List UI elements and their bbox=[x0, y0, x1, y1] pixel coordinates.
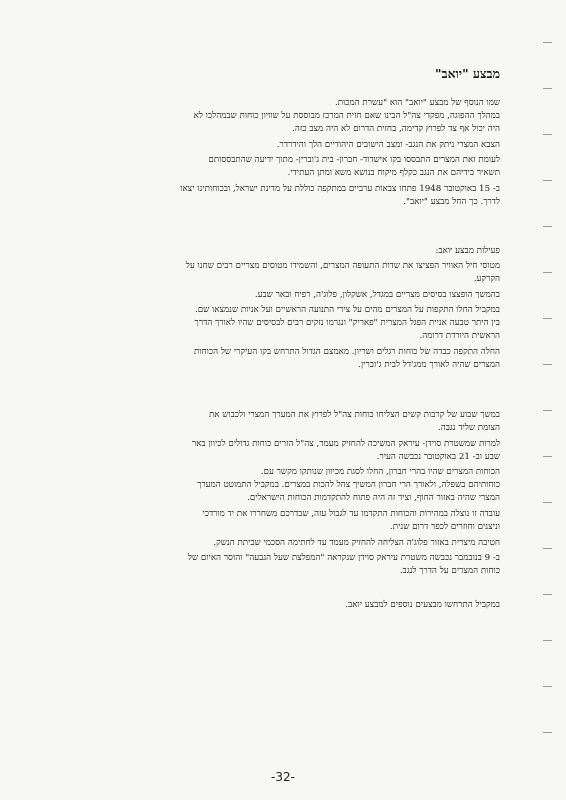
text-line: שמו הנוסף של מבצע "יואב" הוא "עשרת המכות. bbox=[335, 98, 500, 108]
margin-tick bbox=[543, 640, 552, 641]
margin-tick bbox=[543, 456, 552, 457]
margin-tick bbox=[543, 272, 552, 273]
text-line: למרות שמשטרת סוידן- עיראק המשיכה להחזיק מעמד, צה"ל הזרים כוחות גדולים לכיוון באר bbox=[191, 439, 500, 449]
margin-tick bbox=[543, 686, 552, 687]
text-line: הצבא המצרי ניתק את הנגב- ומצב הישובים היהודיים הלך והידרדר. bbox=[276, 140, 500, 150]
margin-tick bbox=[543, 502, 552, 503]
margin-tick bbox=[543, 88, 552, 89]
margin-tick bbox=[543, 364, 552, 365]
section-heading: פעילות מבצע יואב: bbox=[435, 246, 500, 256]
text-line: במקביל התרחשו מבצעים נוספים למבצע יואב. bbox=[345, 600, 500, 610]
text-line: לעומת זאת המצרים התבססו בקו אישדוד- חברון- בית ג'וברין- מתוך ידיעה שהתבססותם bbox=[208, 155, 500, 165]
text-line: במקביל החלו התקפות על המצרים מהים על צירי התנועה הראשיים ועל אניות שנמצאו שם. bbox=[194, 305, 500, 315]
text-line: לדרך. כך החל מבצע "יואב". bbox=[403, 197, 500, 207]
text-line: המצרים שהיה לאורך ממג'דל לבית ג'וברין. bbox=[358, 360, 500, 370]
page-number: -32- bbox=[271, 770, 295, 784]
text-line: הצומת שליד נגבה. bbox=[437, 423, 500, 433]
text-line: הראשית היורדת דרומה. bbox=[419, 331, 500, 341]
text-line: החלה התקפה כבדה של כוחות רגלים ושריון. מאמצם הגדול התרחש בקו העיקרי של הכוחות bbox=[193, 347, 500, 357]
text-line: במהלך ההפוגה, מפקדי צה"ל הבינו שאם חזית המרכז מבוססת על שוויון כוחות שבמהלכו לא bbox=[193, 111, 500, 121]
text-line: חטיבה מיצרית באזור פלוג'ה הצליחה להחזיק מעמד עד לחתימה הסכמי שביתת הנשק. bbox=[213, 538, 500, 548]
text-line: הקרקע. bbox=[473, 274, 500, 284]
text-line: הכוחות המצרים שהיו בהרי חברון, החלו לסגת מכיוון שנותקו מקשר עם. bbox=[260, 467, 500, 477]
margin-tick bbox=[543, 226, 552, 227]
margin-tick bbox=[543, 318, 552, 319]
text-line: תשאיר בידיהם את הנגב כקלף מיקוח בנושא משא ומתן העתידי. bbox=[287, 168, 500, 178]
text-line: היה יכול אף צד לפרוץ קדימה, בחזית הדרום לא היה מצב כזה. bbox=[292, 124, 500, 134]
margin-tick bbox=[543, 410, 552, 411]
text-line: כוחות המצרים על הדרך לנגב. bbox=[399, 566, 500, 576]
margin-tick bbox=[543, 594, 552, 595]
text-line: בהמשך הופצצו בסיסים מצריים במגדל, אשקלון, פלוג'ה, רפיח ובאר שבע. bbox=[254, 290, 500, 300]
margin-tick bbox=[543, 180, 552, 181]
text-line: עובדה זו נוצלה במהירות והכוחות התקדמו עד לגבול עזה, שבדרכם משחררו את יד מורדכי bbox=[202, 509, 500, 519]
page-title: מבצע "יואב" bbox=[435, 66, 500, 81]
margin-tick bbox=[543, 548, 552, 549]
margin-tick bbox=[543, 42, 552, 43]
text-line: בין היתר טבעה אניית הפגל המצרית "פאריק" ונגרמו נזקים רבים לבסיסים שהיו לאורך הדרך bbox=[194, 318, 500, 328]
text-line: במשך שבוע של קרבות קשים הצליחו כוחות צה"ל לפרוץ את המערך המצרי ולכבוש את bbox=[208, 410, 500, 420]
text-line: וניצנים וחוזרים לכפר דרום שנית. bbox=[390, 522, 500, 532]
text-line: כוחותיהם בשפלה, ולאורך הרי חברון המשיך צהל להכות במצרים. במקביל התמוטט המערך bbox=[197, 480, 500, 490]
text-line: ב- 15 באוקטובר 1948 פתחו צבאות ערביים במתקפה כוללת על מדינת ישראל, ובכוחותינו יצאו bbox=[180, 184, 500, 194]
margin-tick-marks bbox=[540, 0, 552, 800]
text-line: המצרי שהיה באזור החוף, וציר זה היה פתוח להתקדמות הכוחות הישראלים. bbox=[247, 493, 500, 503]
text-line: ב- 9 בנובמבר נכבשה משטרת עיראק סוידן שנקראה "המפלצת שעל הגבעה" והוסר האיום של bbox=[187, 553, 500, 563]
text-line: מטוסי חיל האוויר הפציצו את שדות התעופה המצרים, והשמידו מטוסים מצריים רבים שחנו על bbox=[185, 261, 500, 271]
text-line: שבע וב- 21 באוקטובר נכבשה העיר. bbox=[376, 452, 500, 462]
margin-tick bbox=[543, 134, 552, 135]
margin-tick bbox=[543, 732, 552, 733]
